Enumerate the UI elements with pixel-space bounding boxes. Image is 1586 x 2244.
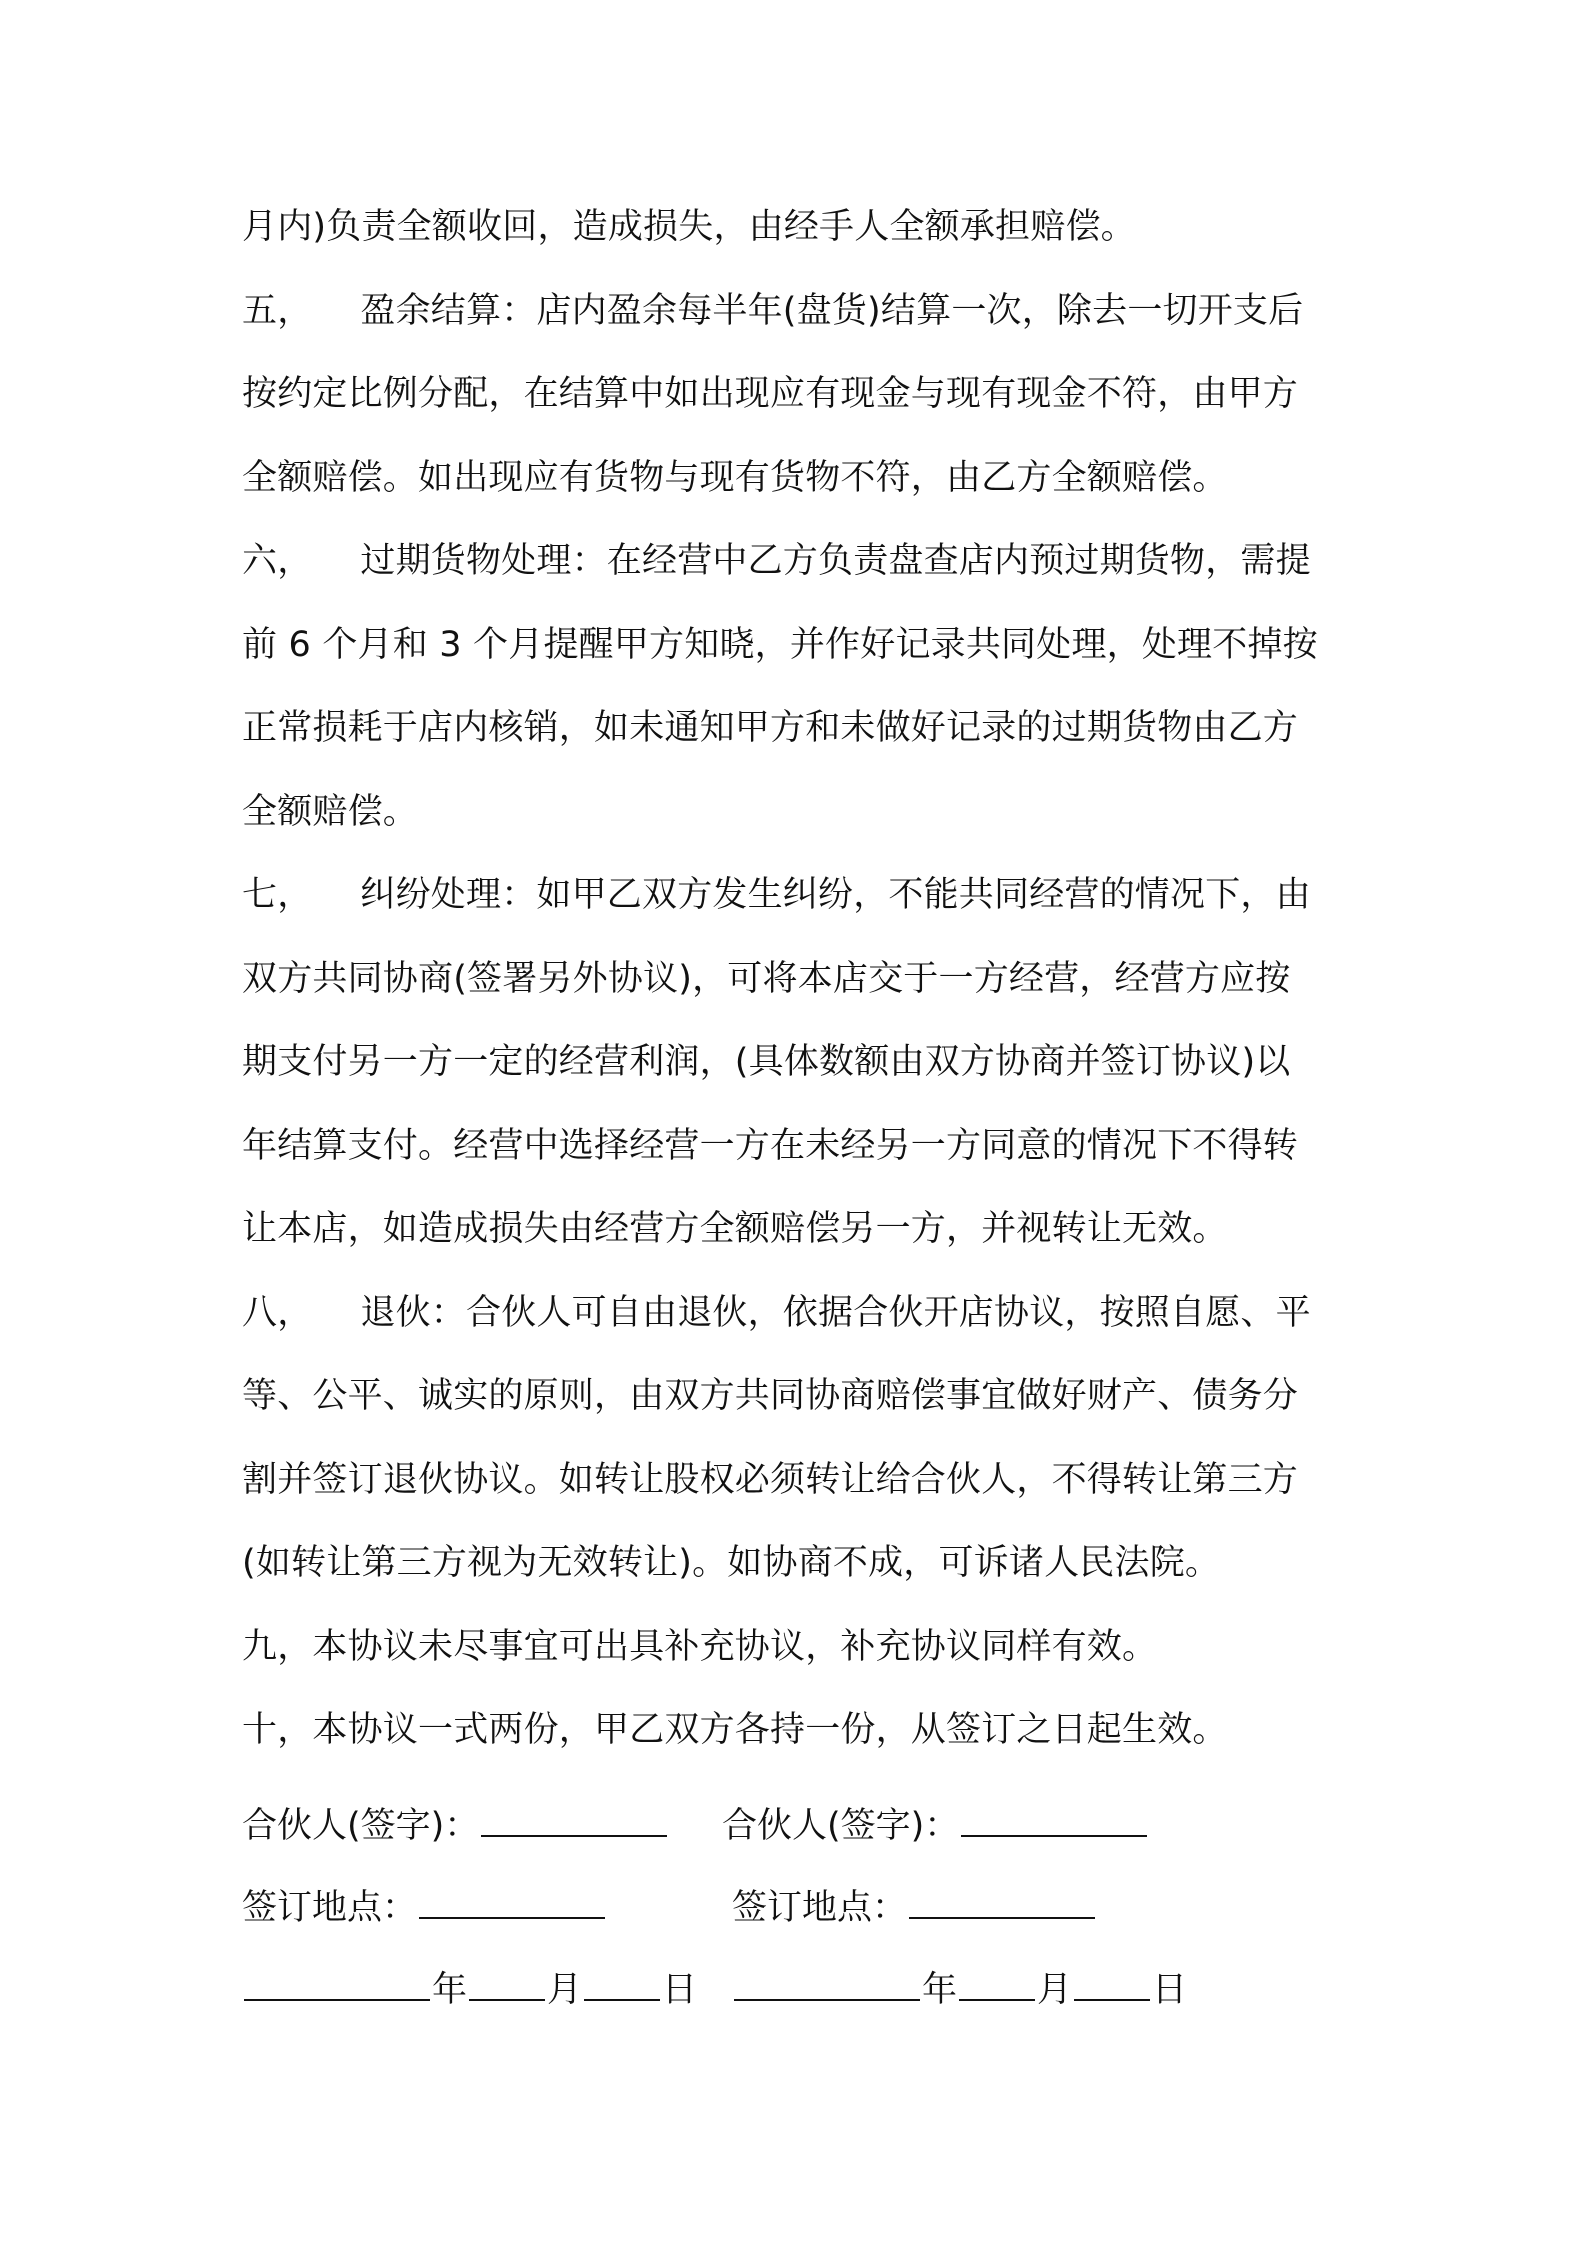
date-a-month-blank[interactable] — [469, 1969, 545, 2001]
clause-5-line-2: 按约定比例分配，在结算中如出现应有现金与现有现金不符，由甲方 — [242, 374, 1299, 414]
clause-6-line-4: 全额赔偿。 — [242, 791, 419, 832]
signature-block — [242, 1785, 1354, 2031]
clause-5-line-3: 全额赔偿。如出现应有货物与现有货物不符，由乙方全额赔偿。 — [242, 457, 1228, 498]
place-b: 签订地点： — [732, 1867, 1097, 1949]
clause-6-number: 六， — [242, 541, 313, 581]
clause-5-number: 五， — [242, 290, 313, 331]
clause-6-line-3: 正常损耗于店内核销，如未通知甲方和未做好记录的过期货物由乙方 — [242, 708, 1299, 748]
date-b-month-blank[interactable] — [959, 1969, 1035, 2001]
place-a: 签订地点： — [242, 1867, 607, 1949]
partner-a-signature: 合伙人(签字)： — [242, 1785, 669, 1867]
signature-row-date — [242, 1949, 1354, 2031]
signature-row-partners — [242, 1785, 1354, 1867]
text-line-1: 月内)负责全额收回，造成损失，由经手人全额承担赔偿。 — [242, 207, 1136, 247]
date-a: 年 月 日 — [242, 1949, 697, 2031]
clause-10-line: 十，本协议一式两份，甲乙双方各持一份，从签订之日起生效。 — [242, 1710, 1228, 1750]
clause-8-line-1: 八， 退伙：合伙人可自由退伙，依据合伙开店协议，按照自愿、平 — [242, 1292, 1311, 1333]
date-a-year-blank[interactable] — [244, 1969, 430, 2001]
clause-8-number: 八， — [242, 1292, 313, 1333]
clause-7-line-4: 年结算支付。经营中选择经营一方在未经另一方同意的情况下不得转 — [242, 1125, 1299, 1166]
clause-7-line-5: 让本店，如造成损失由经营方全额赔偿另一方，并视转让无效。 — [242, 1209, 1228, 1249]
place-a-blank[interactable] — [419, 1887, 605, 1919]
partner-b-signature: 合伙人(签字)： — [722, 1785, 1149, 1867]
date-b-year-blank[interactable] — [734, 1969, 920, 2001]
clause-6-line-1: 六， 过期货物处理：在经营中乙方负责盘查店内预过期货物，需提 — [242, 541, 1311, 581]
signature-row-place — [242, 1867, 1354, 1949]
date-b-day-blank[interactable] — [1074, 1969, 1150, 2001]
date-a-day-blank[interactable] — [584, 1969, 660, 2001]
clause-7-line-1: 七， 纠纷处理：如甲乙双方发生纠纷，不能共同经营的情况下，由 — [242, 875, 1311, 915]
clause-6-line-2: 前 6 个月和 3 个月提醒甲方知晓，并作好记录共同处理，处理不掉按 — [242, 624, 1318, 665]
clause-8-line-4: (如转让第三方视为无效转让)。如协商不成，可诉诸人民法院。 — [242, 1543, 1221, 1583]
partner-b-signature-blank[interactable] — [961, 1805, 1147, 1837]
clause-7-number: 七， — [242, 875, 313, 915]
clause-7-line-3: 期支付另一方一定的经营利润，(具体数额由双方协商并签订协议)以 — [242, 1042, 1291, 1082]
clause-5-line-1: 五， 盈余结算：店内盈余每半年(盘货)结算一次，除去一切开支后 — [242, 290, 1304, 331]
clause-8-line-2: 等、公平、诚实的原则，由双方共同协商赔偿事宜做好财产、债务分 — [242, 1376, 1299, 1416]
clause-7-line-2: 双方共同协商(签署另外协议)，可将本店交于一方经营，经营方应按 — [242, 958, 1291, 999]
clause-9-line: 九，本协议未尽事宜可出具补充协议，补充协议同样有效。 — [242, 1626, 1158, 1667]
agreement-body — [242, 186, 1354, 1773]
place-b-blank[interactable] — [909, 1887, 1095, 1919]
clause-8-line-3: 割并签订退伙协议。如转让股权必须转让给合伙人，不得转让第三方 — [242, 1459, 1299, 1500]
partner-a-signature-blank[interactable] — [481, 1805, 667, 1837]
date-b: 年 月 日 — [732, 1949, 1187, 2031]
